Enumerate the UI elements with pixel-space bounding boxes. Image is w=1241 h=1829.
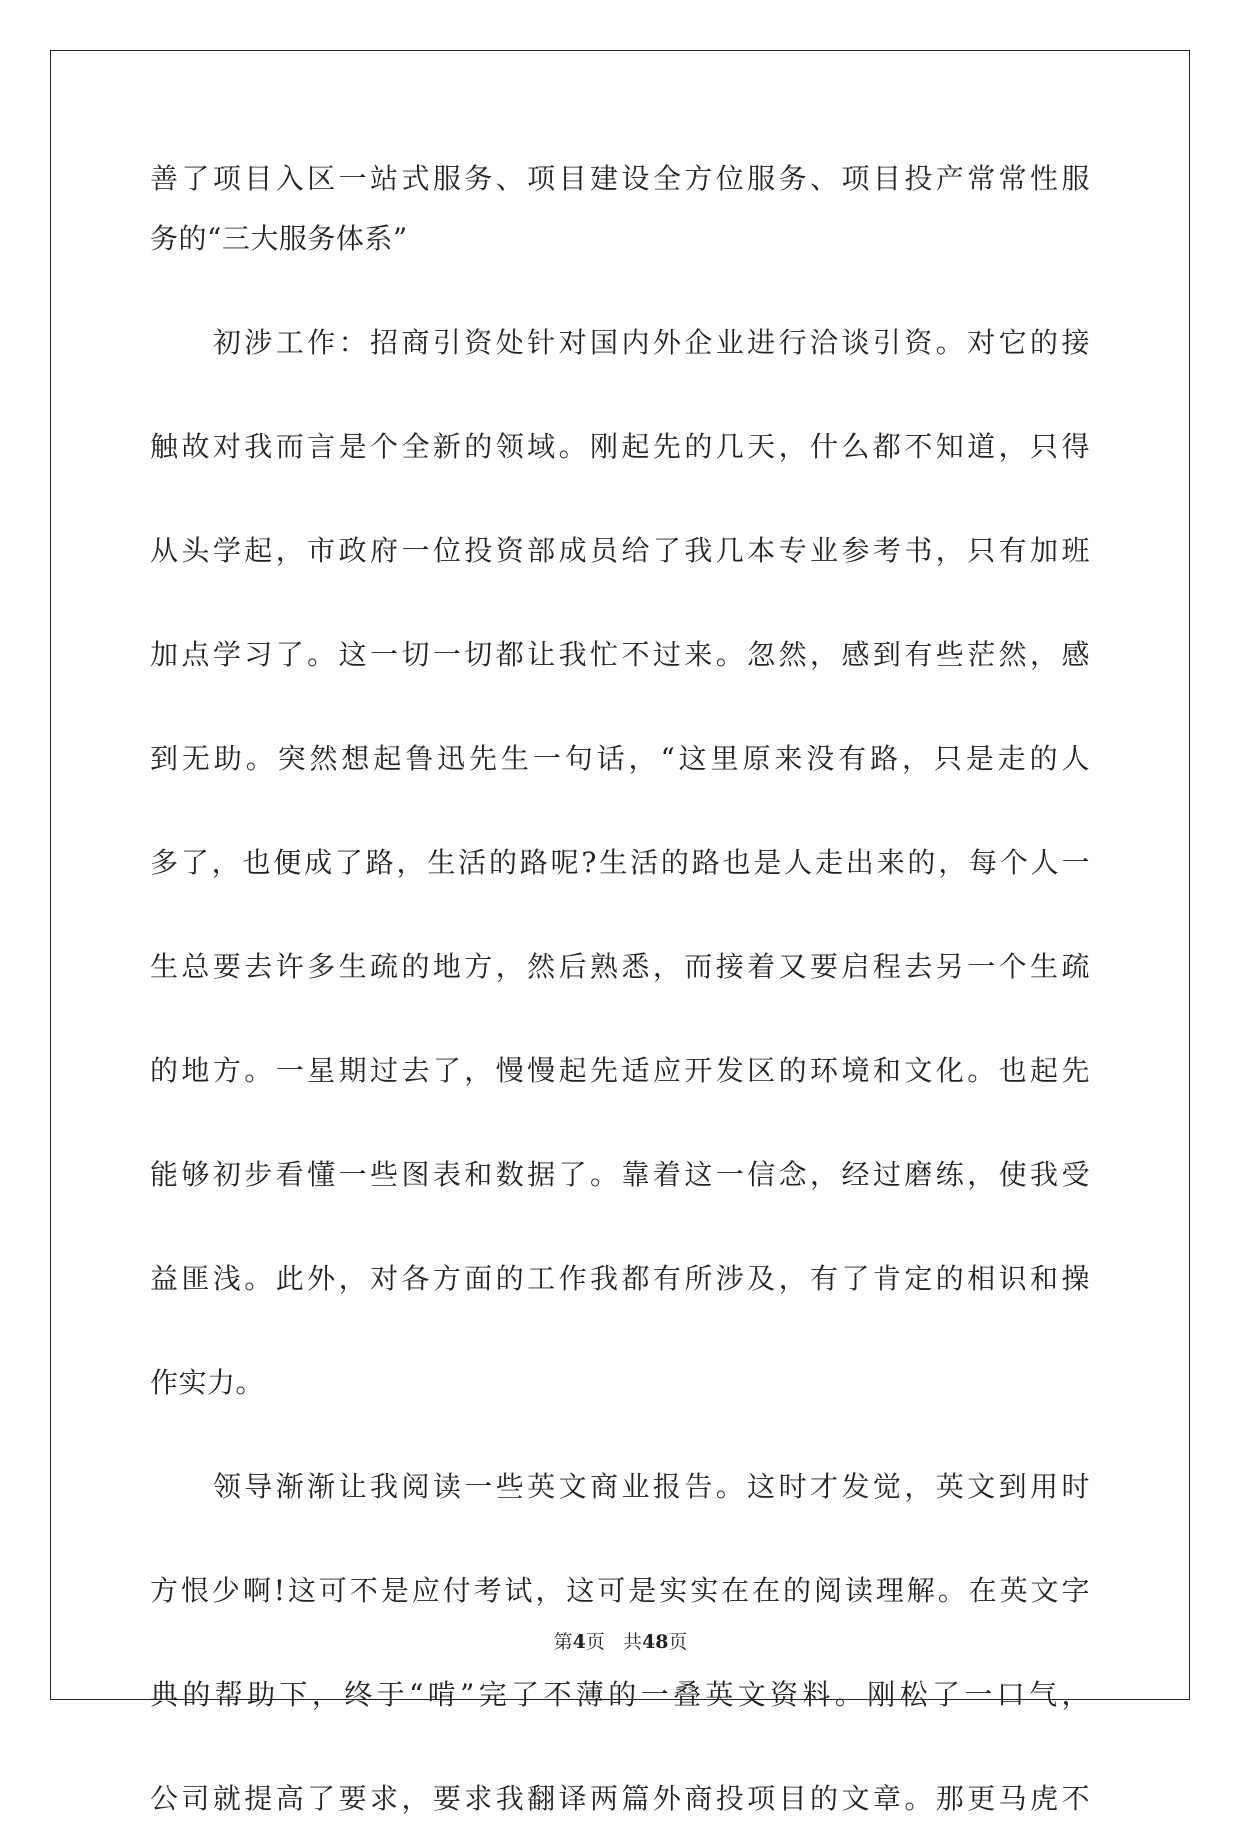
text-line: 到无助。突然想起鲁迅先生一句话，“这里原来没有路，只是走的人 xyxy=(150,742,1090,775)
document-body xyxy=(150,149,1090,1829)
text-line: 益匪浅。此外，对各方面的工作我都有所涉及，有了肯定的相识和操 xyxy=(150,1262,1090,1295)
footer-total-pages: 48 xyxy=(641,1631,669,1653)
text-line: 领导渐渐让我阅读一些英文商业报告。这时才发觉，英文到用时 xyxy=(150,1470,1090,1503)
text-line: 能够初步看懂一些图表和数据了。靠着这一信念，经过磨练，使我受 xyxy=(150,1158,1090,1191)
text-line: 生总要去许多生疏的地方，然后熟悉，而接着又要启程去另一个生疏 xyxy=(150,950,1090,983)
text-line: 典的帮助下，终于“啃”完了不薄的一叠英文资料。刚松了一口气， xyxy=(150,1678,1090,1711)
text-line: 公司就提高了要求，要求我翻译两篇外商投项目的文章。那更马虎不 xyxy=(150,1782,1090,1815)
footer-page-prefix: 第 xyxy=(553,1631,573,1653)
footer-total-prefix: 共 xyxy=(622,1631,642,1653)
text-line: 从头学起，市政府一位投资部成员给了我几本专业参考书，只有加班 xyxy=(150,534,1090,567)
text-line: 务的“三大服务体系” xyxy=(150,222,408,255)
footer-total-suffix: 页 xyxy=(668,1631,688,1653)
text-line: 初涉工作：招商引资处针对国内外企业进行洽谈引资。对它的接 xyxy=(150,326,1090,359)
text-line: 方恨少啊!这可不是应付考试，这可是实实在在的阅读理解。在英文字 xyxy=(150,1574,1090,1607)
text-line: 善了项目入区一站式服务、项目建设全方位服务、项目投产常常性服 xyxy=(150,162,1090,195)
text-line: 的地方。一星期过去了，慢慢起先适应开发区的环境和文化。也起先 xyxy=(150,1054,1090,1087)
text-line: 触故对我而言是个全新的领域。刚起先的几天，什么都不知道，只得 xyxy=(150,430,1090,463)
text-line: 加点学习了。这一切一切都让我忙不过来。忽然，感到有些茫然，感 xyxy=(150,638,1090,671)
footer-page-number: 4 xyxy=(572,1631,586,1653)
text-line: 多了，也便成了路，生活的路呢?生活的路也是人走出来的，每个人一 xyxy=(150,846,1090,879)
page-footer xyxy=(0,1627,1241,1654)
text-line: 作实力。 xyxy=(150,1366,265,1399)
footer-page-suffix: 页 xyxy=(585,1631,605,1653)
